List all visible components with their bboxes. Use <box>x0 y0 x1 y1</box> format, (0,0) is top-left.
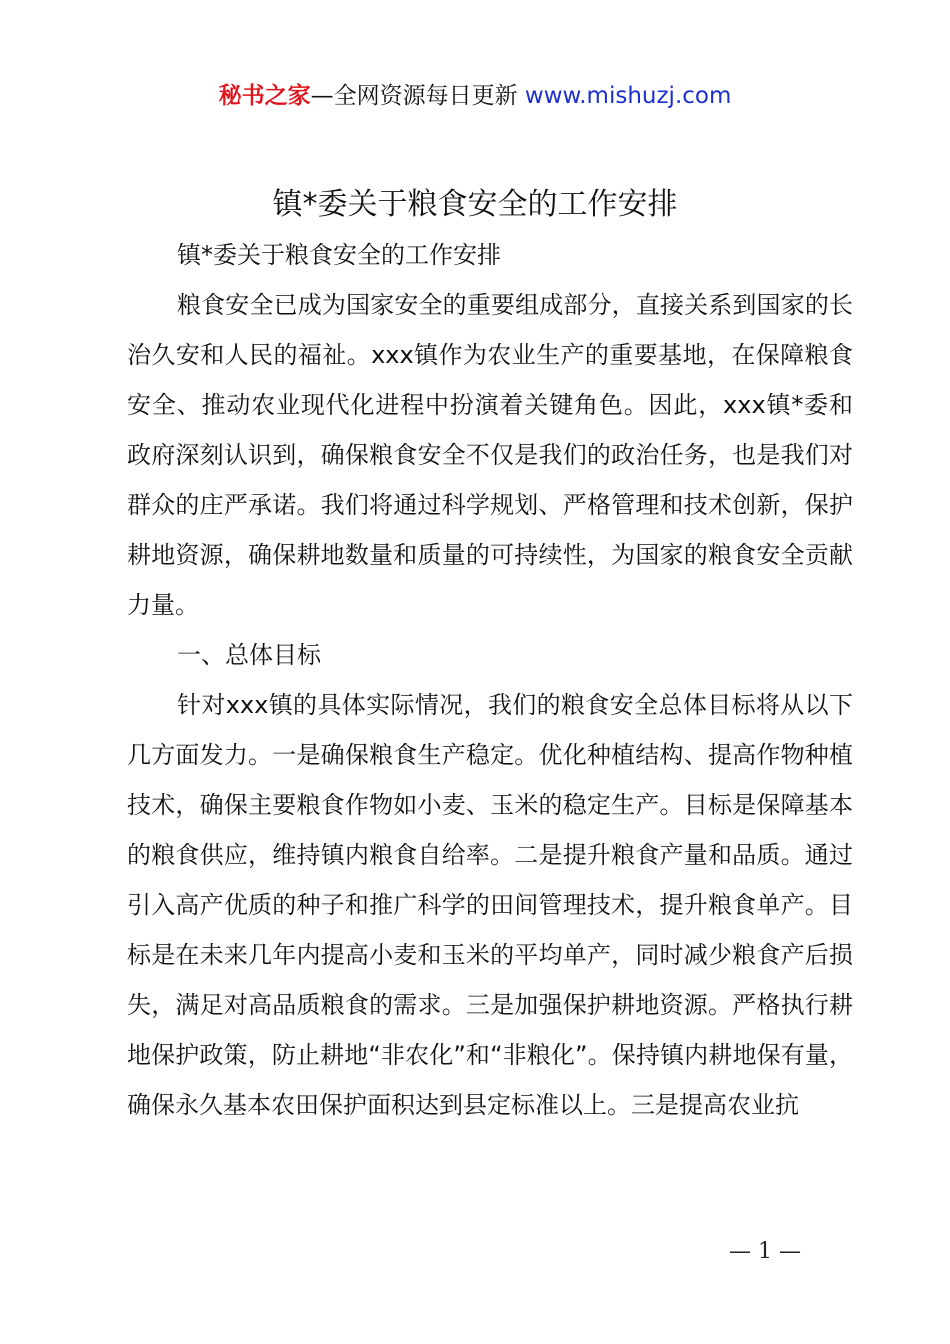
document-body <box>127 230 853 1130</box>
subtitle-paragraph: 镇*委关于粮食安全的工作安排 <box>177 241 501 269</box>
section-heading: 一、总体目标 <box>177 641 321 669</box>
site-brand: 秘书之家 <box>218 83 311 109</box>
site-tagline: —全网资源每日更新 <box>310 83 525 109</box>
page-number: — 1 — <box>729 1239 801 1264</box>
document-title: 镇*委关于粮食安全的工作安排 <box>272 187 678 222</box>
goals-paragraph: 针对xxx镇的具体实际情况，我们的粮食安全总体目标将从以下几方面发力。一是确保粮食生产稳定。优化种植结构、提高作物种植技术，确保主要粮食作物如小麦、玉米的稳定生产。目标是保障基本的粮食供应，维持镇内粮食自给率。二是提升粮食产量和品质。通过引入高产优质的种子和推广科学的田间管理技术，提升粮食单产。目标是在未来几年内提高小麦和玉米的平均单产，同时减少粮食产后损失，满足对高品质粮食的需求。三是加强保护耕地资源。严格执行耕地保护政策，防止耕地“非农化”和“非粮化”。保持镇内耕地保有量，确保永久基本农田保护面积达到县定标准以上。三是提高农业抗 <box>127 691 853 1119</box>
site-header <box>0 80 950 112</box>
intro-paragraph: 粮食安全已成为国家安全的重要组成部分，直接关系到国家的长治久安和人民的福祉。xxx镇作为农业生产的重要基地，在保障粮食安全、推动农业现代化进程中扮演着关键角色。因此，xxx镇*委和政府深刻认识到，确保粮食安全不仅是我们的政治任务，也是我们对群众的庄严承诺。我们将通过科学规划、严格管理和技术创新，保护耕地资源，确保耕地数量和质量的可持续性，为国家的粮食安全贡献力量。 <box>127 291 853 619</box>
site-url-link[interactable]: www.mishuzj.com <box>524 83 732 109</box>
